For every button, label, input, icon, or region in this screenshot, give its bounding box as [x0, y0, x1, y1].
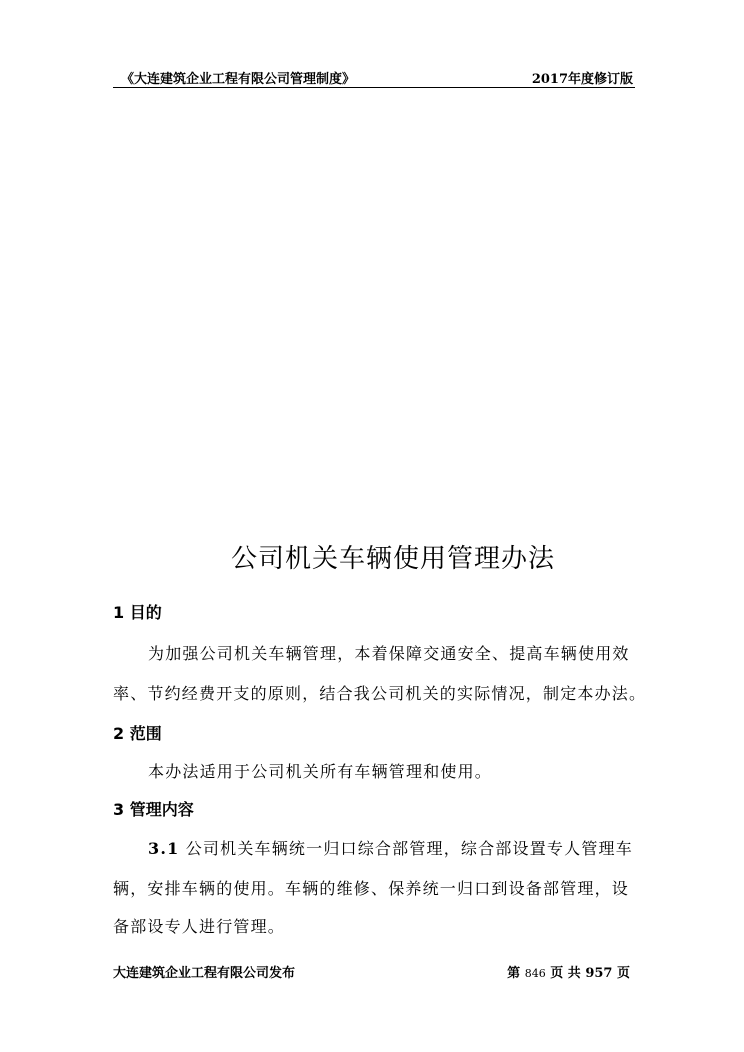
page-header — [113, 66, 635, 88]
page-suffix: 页 — [616, 966, 630, 981]
scope-paragraph-line-1: 本办法适用于公司机关所有车辆管理和使用。 — [148, 762, 493, 781]
page-prefix: 第 — [507, 966, 521, 981]
header-document-title: 《大连建筑企业工程有限公司管理制度》 — [121, 72, 356, 87]
section-heading-purpose: 1 目的 — [113, 603, 162, 622]
section-heading-content: 3 管理内容 — [113, 800, 194, 819]
item-number: 3.1 — [148, 839, 180, 858]
document-title: 公司机关车辆使用管理办法 — [230, 544, 555, 574]
section-heading-scope: 2 范围 — [113, 724, 162, 743]
current-page: 846 — [524, 967, 546, 980]
item-text: 公司机关车辆统一归口综合部管理，综合部设置专人管理车 — [185, 839, 633, 858]
content-paragraph-line-1 — [148, 836, 633, 859]
page-footer — [113, 962, 635, 982]
total-pages: 957 — [585, 966, 613, 981]
page-middle: 页 共 — [550, 966, 581, 981]
content-paragraph-line-3: 备部设专人进行管理。 — [113, 917, 286, 936]
purpose-paragraph-line-2: 率、节约经费开支的原则，结合我公司机关的实际情况，制定本办法。 — [113, 684, 647, 703]
footer-publisher: 大连建筑企业工程有限公司发布 — [113, 966, 296, 981]
header-revision: 2017年度修订版 — [531, 72, 633, 87]
purpose-paragraph-line-1: 为加强公司机关车辆管理，本着保障交通安全、提高车辆使用效 — [148, 644, 630, 663]
page-number — [507, 962, 630, 981]
content-paragraph-line-2: 辆，安排车辆的使用。车辆的维修、保养统一归口到设备部管理，设 — [113, 879, 630, 898]
